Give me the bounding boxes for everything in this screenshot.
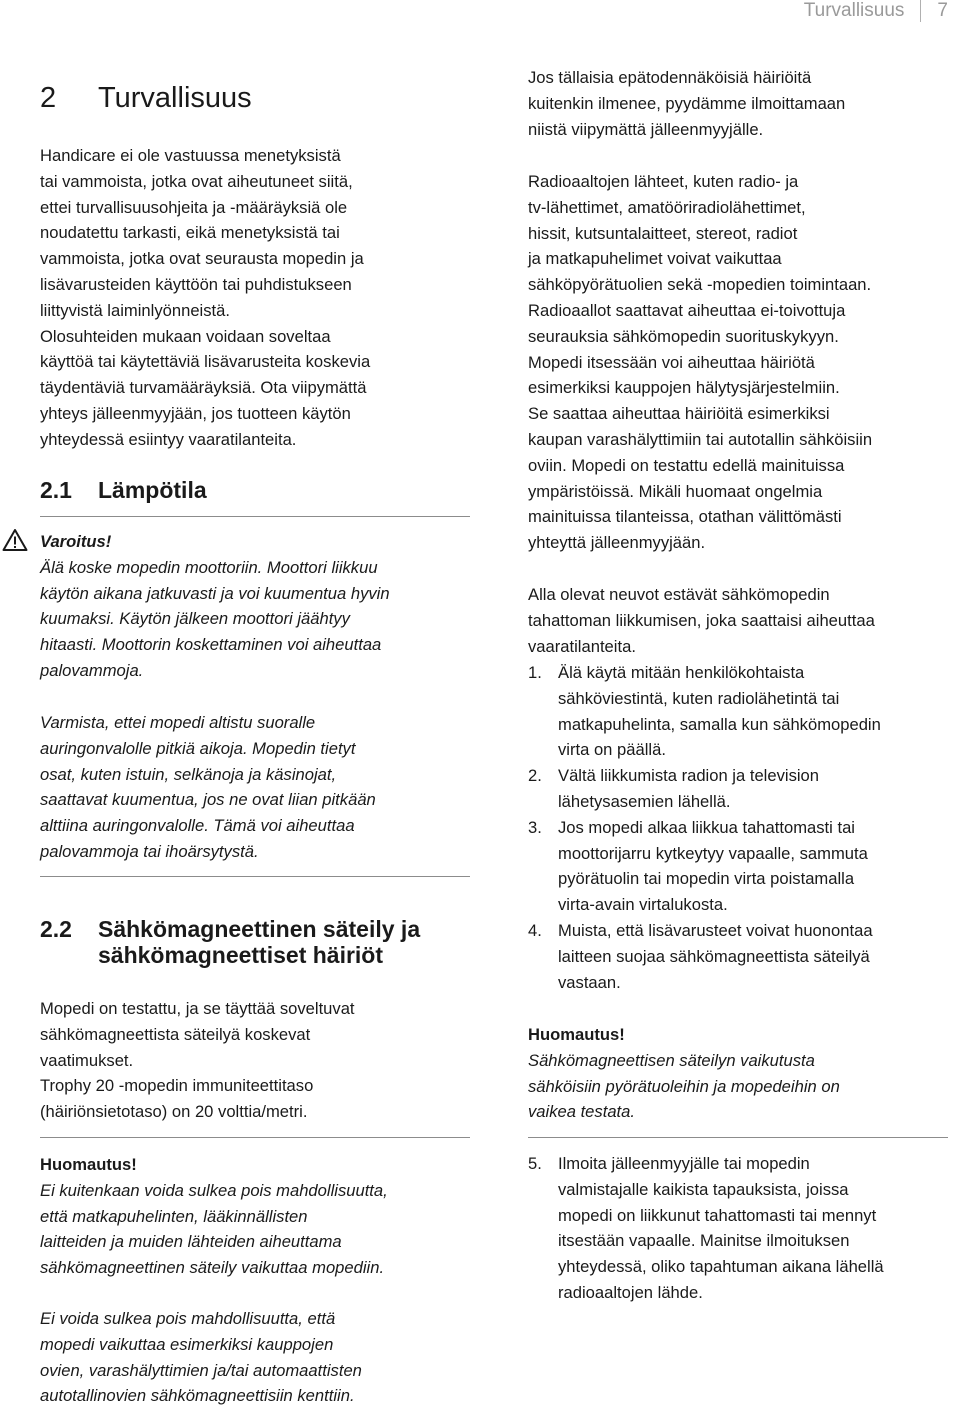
section-2-2-heading	[40, 916, 420, 968]
text-line: palovammoja.	[40, 660, 144, 680]
note-label: Huomautus!	[528, 1025, 625, 1044]
note-block	[40, 1152, 470, 1281]
list-item	[528, 1151, 948, 1306]
text-line: auringonvalolle pitkiä aikoja. Mopedin tietyt	[40, 738, 356, 758]
text-line: Varmista, ettei mopedi altistu suoralle	[40, 713, 316, 732]
text-line: sähkömagneettinen säteily vaikuttaa mopediin.	[40, 1258, 385, 1278]
note-label: Huomautus!	[40, 1155, 137, 1174]
title-line: Sähkömagneettinen säteily ja	[98, 916, 421, 942]
text-line: Älä koske mopedin moottoriin. Moottori liikkuu	[40, 557, 378, 577]
section-2-title: Turvallisuus	[98, 82, 252, 114]
text-line: virta on päällä.	[558, 740, 666, 760]
text-line: Alla olevat neuvot estävät sähkömopedin	[528, 585, 830, 604]
text-line: Muista, että lisävarusteet voivat huonontaa	[558, 920, 873, 940]
text-line: Jos tällaisia epätodennäköisiä häiriöitä	[528, 68, 812, 87]
text-line: laitteiden ja muiden lähteiden aiheuttama	[40, 1232, 342, 1252]
text-line: saattavat kuumentua, jos ne ovat liian pitkään	[40, 790, 376, 810]
advice-list	[528, 660, 948, 995]
text-line: täydentäviä turvamääräyksiä. Ota viipymättä	[40, 378, 367, 398]
text-line: Sähkömagneettisen säteilyn vaikutusta	[528, 1050, 815, 1070]
list-item	[528, 763, 948, 815]
section-2-1-heading	[40, 477, 207, 503]
text-line: tahattoman liikkumisen, joka saattaisi aiheuttaa	[528, 610, 875, 630]
text-line: yhteydessä, oliko tapahtuman aikana lähellä	[558, 1257, 884, 1277]
text-line: esimerkiksi kauppojen hälytysjärjestelmiin.	[528, 378, 840, 398]
text-line: mopedi vaikuttaa esimerkiksi kauppojen	[40, 1334, 334, 1354]
text-line: vaatimukset.	[40, 1050, 134, 1070]
text-line: noudatettu tarkasti, eikä menetyksistä tai	[40, 223, 340, 243]
text-line: autotallinovien sähkömagneettisiin kenttiin.	[40, 1386, 355, 1406]
text-line: käytön aikana jatkuvasti ja voi kuumentua hyvin	[40, 583, 390, 603]
section-divider	[40, 1137, 470, 1138]
text-line: vaikea testata.	[528, 1102, 636, 1122]
list-item	[528, 918, 948, 995]
list-number: 5.	[528, 1154, 542, 1173]
text-line: Olosuhteiden mukaan voidaan soveltaa	[40, 326, 331, 346]
warning-label: Varoitus!	[40, 532, 112, 551]
section-2-1-number: 2.1	[40, 477, 72, 503]
text-line: että matkapuhelinten, lääkinnällisten	[40, 1206, 308, 1226]
list-number: 1.	[528, 663, 542, 682]
text-line: valmistajalle kaikista tapauksista, joissa	[558, 1179, 849, 1199]
text-line: Jos mopedi alkaa liikkua tahattomasti tai	[558, 817, 855, 837]
text-line: yhteys jälleenmyyjään, jos tuotteen käytön	[40, 403, 351, 423]
text-line: pyörätuolin tai mopedin virta poistamalla	[558, 869, 855, 889]
text-line: lisävarusteiden käyttöön tai puhdistukseen	[40, 274, 352, 294]
text-line: mainituissa tilanteissa, otathan välittömästi	[528, 507, 842, 527]
right-note-block	[528, 1022, 948, 1125]
list-number: 4.	[528, 920, 542, 940]
text-line: Mopedi itsessään voi aiheuttaa häiriötä	[528, 352, 815, 372]
text-line: kuumaksi. Käytön jälkeen moottori jäähtyy	[40, 609, 350, 629]
text-line: lähetysasemien lähellä.	[558, 791, 731, 811]
section-divider	[40, 876, 470, 877]
text-line: itsestään vapaalle. Mainitse ilmoituksen	[558, 1231, 850, 1251]
text-line: Radioaallot saattavat aiheuttaa ei-toivottuja	[528, 300, 846, 320]
section-2-2-title	[98, 916, 420, 968]
text-line: käyttöä tai käytettäviä lisävarusteita koskevia	[40, 352, 371, 372]
running-header	[804, 0, 948, 22]
advice-list-continued	[528, 1151, 948, 1306]
text-line: Ei voida sulkea pois mahdollisuutta, että	[40, 1309, 336, 1328]
section-2-heading	[40, 82, 252, 115]
text-line: yhteyttä jälleenmyyjään.	[528, 533, 706, 553]
text-line: matkapuhelinta, samalla kun sähkömopedin	[558, 714, 881, 734]
text-line: ovien, varashälyttimien ja/tai automaattisten	[40, 1360, 362, 1380]
text-line: palovammoja tai ihoärsytystä.	[40, 841, 259, 861]
section-divider	[528, 1137, 948, 1138]
text-line: Radioaaltojen lähteet, kuten radio- ja	[528, 172, 799, 191]
text-line: Handicare ei ole vastuussa menetyksistä	[40, 146, 341, 165]
text-line: hitaasti. Moottorin koskettaminen voi aiheuttaa	[40, 635, 382, 655]
text-line: sähköviestintä, kuten radiolähetintä tai	[558, 688, 840, 708]
text-line: moottorijarru kytkeytyy vapaalle, sammuta	[558, 843, 868, 863]
text-line: sähköisiin pyörätuoleihin ja mopedeihin on	[528, 1076, 840, 1096]
text-line: Se saattaa aiheuttaa häiriöitä esimerkiksi	[528, 404, 830, 424]
text-line: hissit, kutsuntalaitteet, stereot, radiot	[528, 223, 798, 243]
text-line: virta-avain virtalukosta.	[558, 895, 728, 915]
right-paragraph-3	[528, 582, 948, 659]
text-line: Älä käytä mitään henkilökohtaista	[558, 663, 805, 682]
text-line: vaaratilanteita.	[528, 636, 636, 656]
list-number: 2.	[528, 766, 542, 786]
text-line: alttiina auringonvalolle. Tämä voi aiheuttaa	[40, 816, 355, 836]
text-line: radioaaltojen lähde.	[558, 1282, 703, 1302]
sunlight-warning	[40, 710, 470, 865]
text-line: Ilmoita jälleenmyyjälle tai mopedin	[558, 1154, 810, 1173]
text-line: osat, kuten istuin, selkänoja ja käsinojat,	[40, 764, 337, 784]
right-paragraph-1	[528, 65, 948, 142]
text-line: laitteen suojaa sähkömagneettista säteilyä	[558, 946, 870, 966]
text-line: mopedi on liikkunut tahattomasti tai mennyt	[558, 1205, 877, 1225]
list-item	[528, 815, 948, 918]
warning-block	[40, 529, 470, 684]
right-paragraph-2	[528, 169, 948, 556]
text-line: Vältä liikkumista radion ja television	[558, 766, 820, 786]
text-line: tai vammoista, jotka ovat aiheutuneet siitä,	[40, 171, 353, 191]
text-line: liittyvistä laiminlyönneistä.	[40, 300, 230, 320]
text-line: vammoista, jotka ovat seurausta mopedin ja	[40, 249, 364, 269]
section-2-number: 2	[40, 82, 57, 114]
text-line: ympäristöissä. Mikäli huomaat ongelmia	[528, 481, 823, 501]
text-line: ja matkapuhelimet voivat vaikuttaa	[528, 249, 782, 269]
text-line: vastaan.	[558, 972, 621, 992]
text-line: oviin. Mopedi on testattu edellä mainituissa	[528, 455, 845, 475]
text-line: kuitenkin ilmenee, pyydämme ilmoittamaan	[528, 93, 846, 113]
text-line: Ei kuitenkaan voida sulkea pois mahdollisuutta,	[40, 1180, 388, 1200]
header-divider	[920, 0, 921, 22]
text-line: (häiriönsietotaso) on 20 volttia/metri.	[40, 1102, 308, 1122]
note-block-2	[40, 1306, 470, 1409]
header-section-title: Turvallisuus	[803, 0, 905, 21]
text-line: sähkömagneettista säteilyä koskevat	[40, 1024, 311, 1044]
text-line: niistä viipymättä jälleenmyyjälle.	[528, 119, 764, 139]
text-line: Mopedi on testattu, ja se täyttää soveltuvat	[40, 999, 355, 1018]
text-line: seurauksia sähkömopedin suorituskykyyn.	[528, 326, 839, 346]
section-2-2-body	[40, 996, 470, 1125]
text-line: yhteydessä esiintyy vaaratilanteita.	[40, 429, 297, 449]
section-2-1-title: Lämpötila	[98, 477, 207, 503]
text-line: tv-lähettimet, amatööriradiolähettimet,	[528, 197, 806, 217]
text-line: sähköpyörätuolien sekä -mopedien toimintaan.	[528, 275, 872, 295]
text-line: ettei turvallisuusohjeita ja -määräyksiä ole	[40, 197, 348, 217]
title-line: sähkömagneettiset häiriöt	[98, 942, 384, 968]
text-line: Trophy 20 -mopedin immuniteettitaso	[40, 1076, 314, 1096]
page-number: 7	[937, 0, 948, 21]
warning-triangle-icon	[2, 528, 28, 552]
list-item	[528, 660, 948, 763]
list-number: 3.	[528, 817, 542, 837]
section-divider	[40, 516, 470, 517]
section-2-2-number: 2.2	[40, 916, 72, 942]
text-line: kaupan varashälyttimiin tai autotallin sähköisiin	[528, 429, 873, 449]
section-2-intro	[40, 143, 470, 453]
